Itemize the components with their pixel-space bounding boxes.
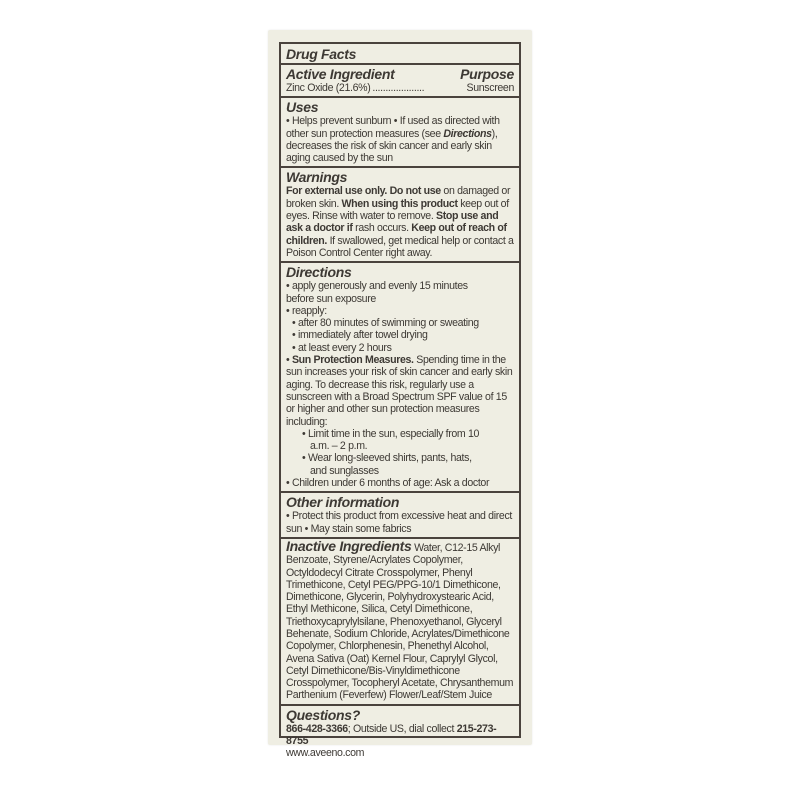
- purpose-heading: Purpose: [460, 66, 514, 82]
- directions-heading: Directions: [286, 264, 352, 281]
- questions-heading: Questions?: [286, 706, 361, 723]
- directions-subitem: • after 80 minutes of swimming or sweating: [292, 317, 479, 330]
- directions-item: • apply generously and evenly 15 minutes before sun exposure: [286, 280, 468, 305]
- warning-bold-1: For external use only. Do not use: [286, 185, 441, 198]
- uses-text-2: ), decreases the risk of skin cancer and early skin aging caused by the sun: [286, 127, 498, 165]
- drug-facts-label: [279, 42, 521, 760]
- inactive-ingredients-heading: Inactive Ingredients: [286, 537, 412, 554]
- warning-text-2: keep out of eyes. Rinse with water to remove.: [286, 197, 509, 223]
- directions-item: • reapply:: [286, 304, 327, 317]
- sun-protection-measures: [286, 354, 514, 428]
- warning-text-3: rash occurs.: [352, 222, 412, 235]
- warnings-section: [281, 168, 519, 263]
- warning-bold-4: Keep out of reach of children.: [286, 222, 507, 247]
- directions-section: [281, 263, 519, 493]
- warning-bold-3: Stop use and ask a doctor if: [286, 210, 499, 235]
- drug-facts-title-section: [281, 44, 519, 65]
- sun-protection-text: Spending time in the sun increases your risk of skin cancer and early skin aging. To decrease this risk, regularly use a sunscreen with a Broad Spectrum SPF value of 15 or higher and other sun protection measures including:: [286, 354, 513, 428]
- directions-subitem: • Limit time in the sun, especially from 10 a.m. – 2 p.m.: [302, 427, 480, 453]
- other-information-section: [281, 493, 519, 539]
- sun-protection-heading: Sun Protection Measures.: [291, 354, 414, 367]
- active-ingredient-section: [281, 65, 519, 98]
- phone-number: 866-428-3366: [286, 722, 348, 735]
- directions-subitem: • immediately after towel drying: [292, 329, 428, 342]
- active-ingredient: Zinc Oxide (21.6%): [286, 82, 371, 94]
- inactive-ingredients-text: Water, C12-15 Alkyl Benzoate, Styrene/Acrylates Copolymer, Octyldodecyl Citrate Crosspolymer, Phenyl Trimethicone, Cetyl PEG/PPG-10/1 Dimethicone, Dimethicone, Glycerin, Polyhydroxystearic Acid, Ethyl Methicone, Silica, Cetyl Dimethicone, Triethoxycaprylylsilane, Phenoxyethanol, Glyceryl Behenate, Sodium Chloride, Acrylates/Dimethicone Copolymer, Chlorphenesin, Phenethyl Alcohol, Avena Sativa (Oat) Kernel Flour, Caprylyl Glycol, Cetyl Dimethicone/Bis-Vinyldimethicone Crosspolymer, Tocopheryl Acetate, Chrysanthemum Parthenium (Feverfew) Flower/Leaf/Stem Juice: [286, 541, 514, 702]
- warnings-text: [286, 185, 514, 259]
- other-information-text: • Protect this product from excessive heat and direct sun • May stain some fabrics: [286, 510, 512, 535]
- questions-text: ; Outside US, dial collect: [347, 722, 457, 735]
- outside-us-phone-number: 215-273-8755: [286, 722, 497, 748]
- warning-text-1: on damaged or broken skin.: [286, 185, 511, 210]
- website: www.aveeno.com: [286, 747, 365, 760]
- uses-text: [286, 115, 514, 164]
- other-information-heading: Other information: [286, 494, 400, 511]
- inactive-ingredients-section: [281, 539, 519, 706]
- uses-section: [281, 98, 519, 168]
- directions-subitem: • Wear long-sleeved shirts, pants, hats, and sunglasses: [302, 452, 472, 477]
- questions-phones: [286, 723, 514, 748]
- questions-section: [281, 706, 519, 762]
- inactive-ingredients: [286, 537, 514, 702]
- bullet: •: [286, 354, 292, 367]
- directions-item: • Children under 6 months of age: Ask a doctor: [286, 477, 490, 490]
- uses-heading: Uses: [286, 99, 319, 116]
- active-ingredient-heading: Active Ingredient: [286, 66, 395, 82]
- purpose: Sunscreen: [466, 82, 514, 94]
- directions-subitem: • at least every 2 hours: [292, 341, 392, 354]
- uses-text-1: • Helps prevent sunburn • If used as directed with other sun protection measures (see: [286, 115, 500, 140]
- warning-text-4: If swallowed, get medical help or contact a Poison Control Center right away.: [286, 234, 514, 259]
- uses-directions-ref: Directions: [443, 127, 492, 140]
- leader-dots: ....................: [372, 82, 425, 94]
- warning-bold-2: When using this product: [341, 197, 458, 210]
- warnings-heading: Warnings: [286, 169, 348, 186]
- drug-facts-title: Drug Facts: [286, 46, 357, 62]
